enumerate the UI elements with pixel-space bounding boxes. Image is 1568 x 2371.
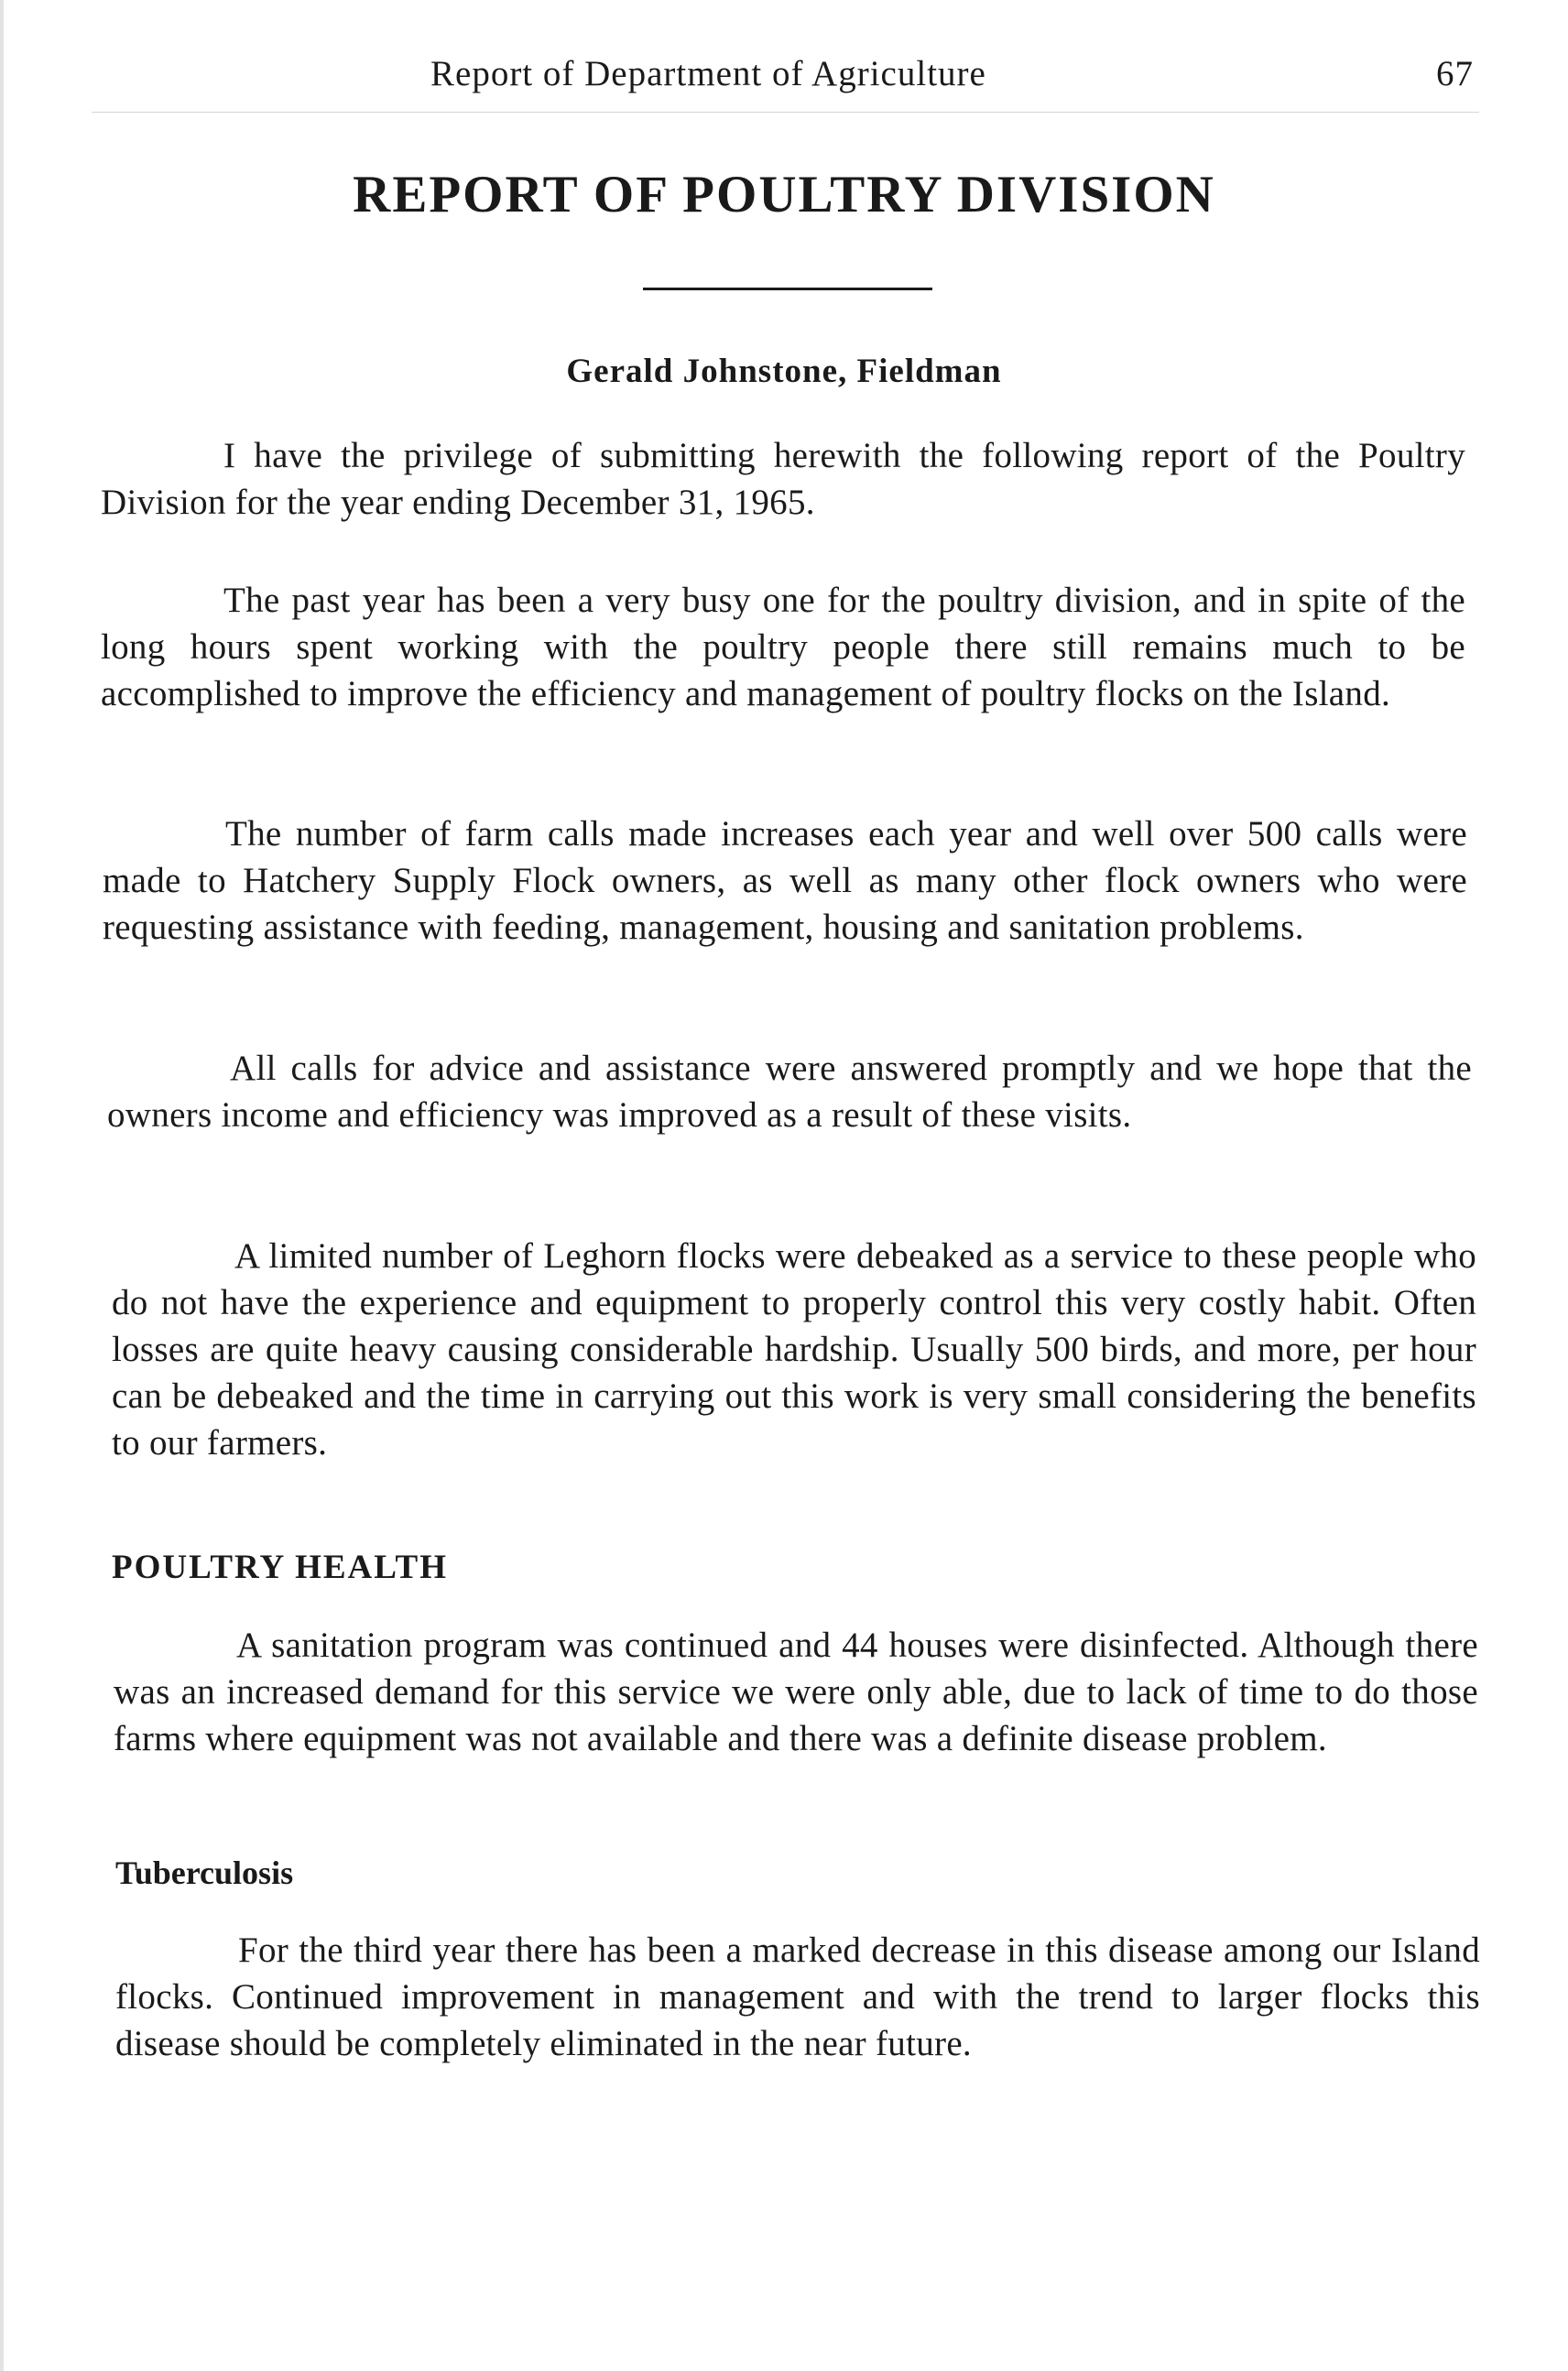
page-number: 67 — [1436, 54, 1474, 93]
page-title: REPORT OF POULTRY DIVISION — [353, 166, 1215, 223]
tuberculosis-heading: Tuberculosis — [115, 1854, 294, 1891]
running-head-rule — [92, 112, 1479, 113]
advice-paragraph: All calls for advice and assistance were answered promptly and we hope that the owners income and efficiency was improved as a result of these visits. — [107, 1049, 1472, 1135]
title-divider — [643, 288, 932, 290]
author-byline: Gerald Johnstone, Fieldman — [566, 353, 1002, 390]
poultry-health-heading: POULTRY HEALTH — [112, 1549, 448, 1586]
tuberculosis-paragraph: For the third year there has been a marked decrease in this disease among our Island flocks. Continued improvement in management and with the trend to larger flocks this disease should be completely eliminated in the near future. — [115, 1931, 1480, 2063]
running-head — [0, 53, 1568, 104]
intro-paragraph: I have the privilege of submitting herewith the following report of the Poultry Division for the year ending December 31, 1965. — [101, 436, 1465, 522]
busy-year-paragraph: The past year has been a very busy one for the poultry division, and in spite of the long hours spent working with the poultry people there still remains much to be accomplished to improve the efficiency and management of poultry flocks on the Island. — [101, 581, 1465, 713]
running-head-title: Report of Department of Agriculture — [430, 54, 986, 93]
debeaking-paragraph: A limited number of Leghorn flocks were debeaked as a service to these people who do not have the experience and equipment to properly control this very costly habit. Often losses are quite heavy causing considerable hardship. Usually 500 birds, and more, per hour can be debeaked and the time in carrying out this work is very small considering the benefits to our farmers. — [112, 1236, 1476, 1463]
sanitation-paragraph: A sanitation program was continued and 44 houses were disinfected. Although there was an increased demand for this service we were only able, due to lack of time to do those farms where equipment was not available and there was a definite disease problem. — [114, 1626, 1478, 1758]
farm-calls-paragraph: The number of farm calls made increases each year and well over 500 calls were made to Hatchery Supply Flock owners, as well as many other flock owners who were requesting assistance with feeding, management, housing and sanitation problems. — [103, 814, 1467, 947]
